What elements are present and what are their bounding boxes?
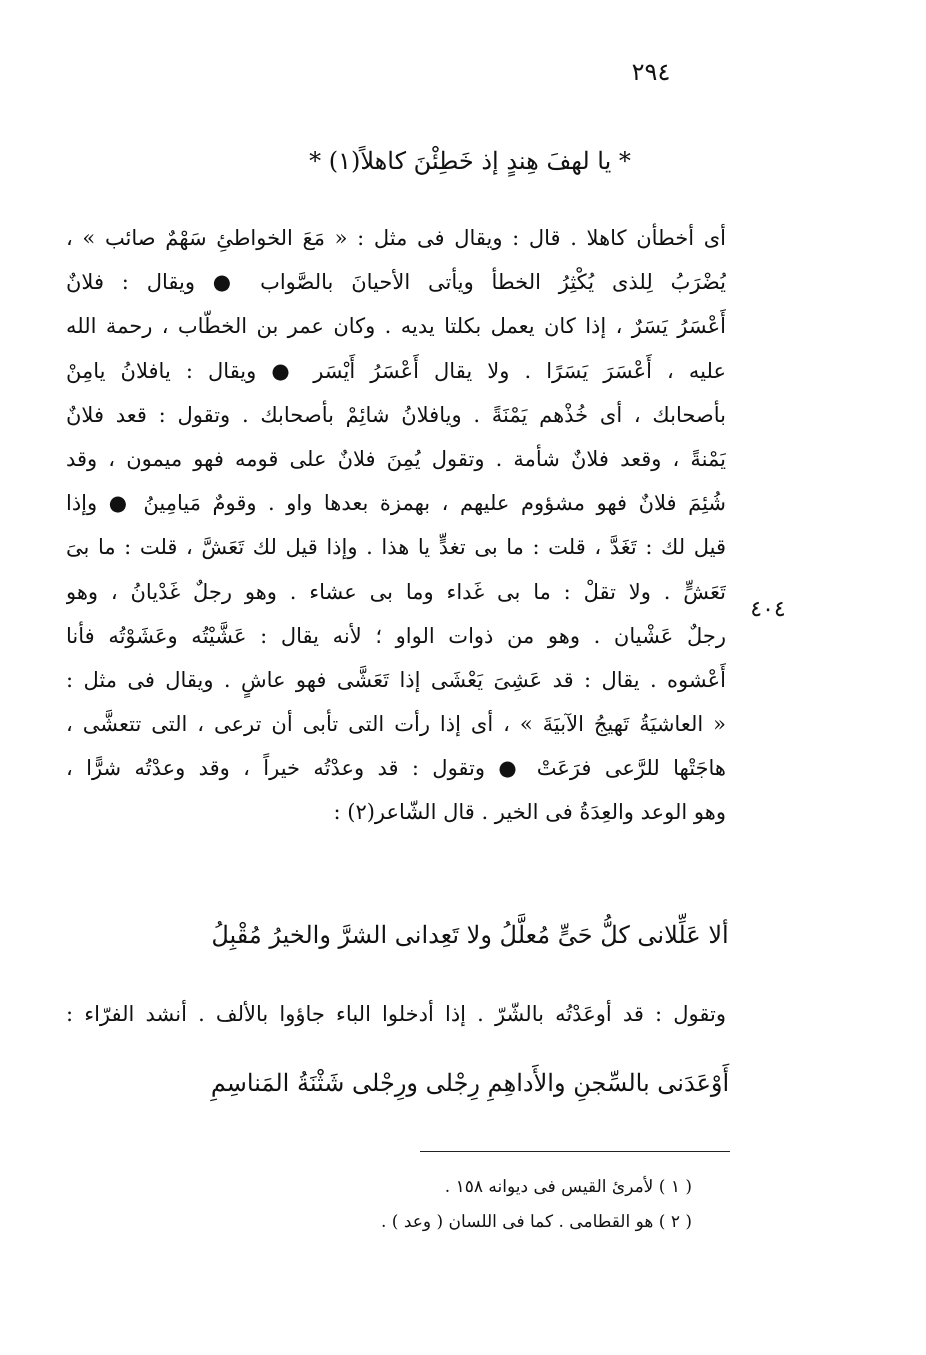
- text-line: عليه ، أَعْسَرَ يَسَرًا . ولا يقال أَعْسَرُ أَيْسَر ● ويقال : يافلانُ يامِنْ: [66, 358, 726, 383]
- text-line: قيل لك : تَغَدَّ ، قلت : ما بى تغدٍّ يا هذا . وإذا قيل لك تَعَشَّ ، قلت : ما بىَ: [66, 535, 726, 560]
- text-line: أَعْشوه . يقال : قد عَشِىَ يَعْشَى إذا تَعَشَّى فهو عاشٍ . ويقال فى مثل :: [66, 667, 726, 692]
- text-line: يُضْرَبُ لِلذى يُكْثِرُ الخطأ ويأتى الأحيانَ بالصَّواب ● ويقال : فلانٌ: [66, 270, 726, 295]
- text-line: بأصحابك ، أى خُذْهم يَمْنَةً . ويافلانُ شائِمْ بأصحابك . وتقول : قعد فلانٌ: [66, 402, 726, 427]
- footnote-rule: [420, 1151, 730, 1152]
- verse-middle: ألا عَلِّلانى كلُّ حَىٍّ مُعلَّلُ ولا تَعِدانى الشرَّ والخيرُ مُقْبِلُ: [211, 921, 729, 949]
- footnote-2: ( ٢ ) هو القطامى . كما فى اللسان ( وعد ) .: [380, 1212, 692, 1232]
- text-line: هاجَتْها للرَّعى فرَعَتْ ● وتقول : قد وعدْتُه خيراً ، وقد وعدْتُه شرًّا ،: [66, 756, 726, 781]
- text-line: وهو الوعد والعِدَةُ فى الخير . قال الشّاعر(٢) :: [333, 800, 726, 825]
- text-line: « العاشيَةُ تَهيجُ الآبيَةَ » ، أى إذا رأت التى تأبى أن ترعى ، التى تتعشَّى ،: [66, 712, 726, 737]
- margin-number: ٤٠٤: [750, 597, 786, 622]
- text-line: شُئِمَ فلانٌ فهو مشؤوم عليهم ، بهمزة بعدها واو . وقومٌ مَيامِينُ ● وإذا: [66, 491, 726, 516]
- text-line: تَعَشٍّ . ولا تقلْ : ما بى غَداء وما بى عشاء . وهو رجلٌ غَدْيانُ ، وهو: [66, 579, 726, 604]
- main-text: [66, 216, 726, 835]
- text-line: أَعْسَرُ يَسَرٌ ، إذا كان يعمل بكلتا يديه . وكان عمر بن الخطّاب ، رحمة الله: [66, 314, 726, 339]
- text-line-after-verse: وتقول : قد أوعَدْتُه بالشّرّ . إذا أدخلوا الباء جاؤوا بالألف . أنشد الفرّاء :: [66, 1002, 726, 1026]
- page-number: ٢٩٤: [631, 58, 671, 86]
- text-line: يَمْنةً ، وقعد فلانٌ شأمة . وتقول يُمِنَ فلانٌ على قومه فهو ميمون ، وقد: [66, 446, 726, 471]
- verse-top: * يا لهفَ هِندٍ إذ خَطِئْنَ كاهلاً(١) *: [309, 147, 631, 175]
- text-line: رجلٌ عَشْيان . وهو من ذوات الواو ؛ لأنه يقال : عَشَّيْتُه وعَشَوْتُه فأنا: [66, 623, 726, 648]
- footnote-1: ( ١ ) لأمرئ القيس فى ديوانه ١٥٨ .: [444, 1177, 692, 1197]
- text-line: أى أخطأن كاهلا . قال : ويقال فى مثل : « مَعَ الخواطئِ سَهْمٌ صائب » ،: [66, 226, 726, 250]
- verse-bottom: أَوْعَدَنى بالسِّجنِ والأَداهِمِ رِجْلى ورِجْلى شَثْنَةُ المَناسِمِ: [210, 1069, 730, 1097]
